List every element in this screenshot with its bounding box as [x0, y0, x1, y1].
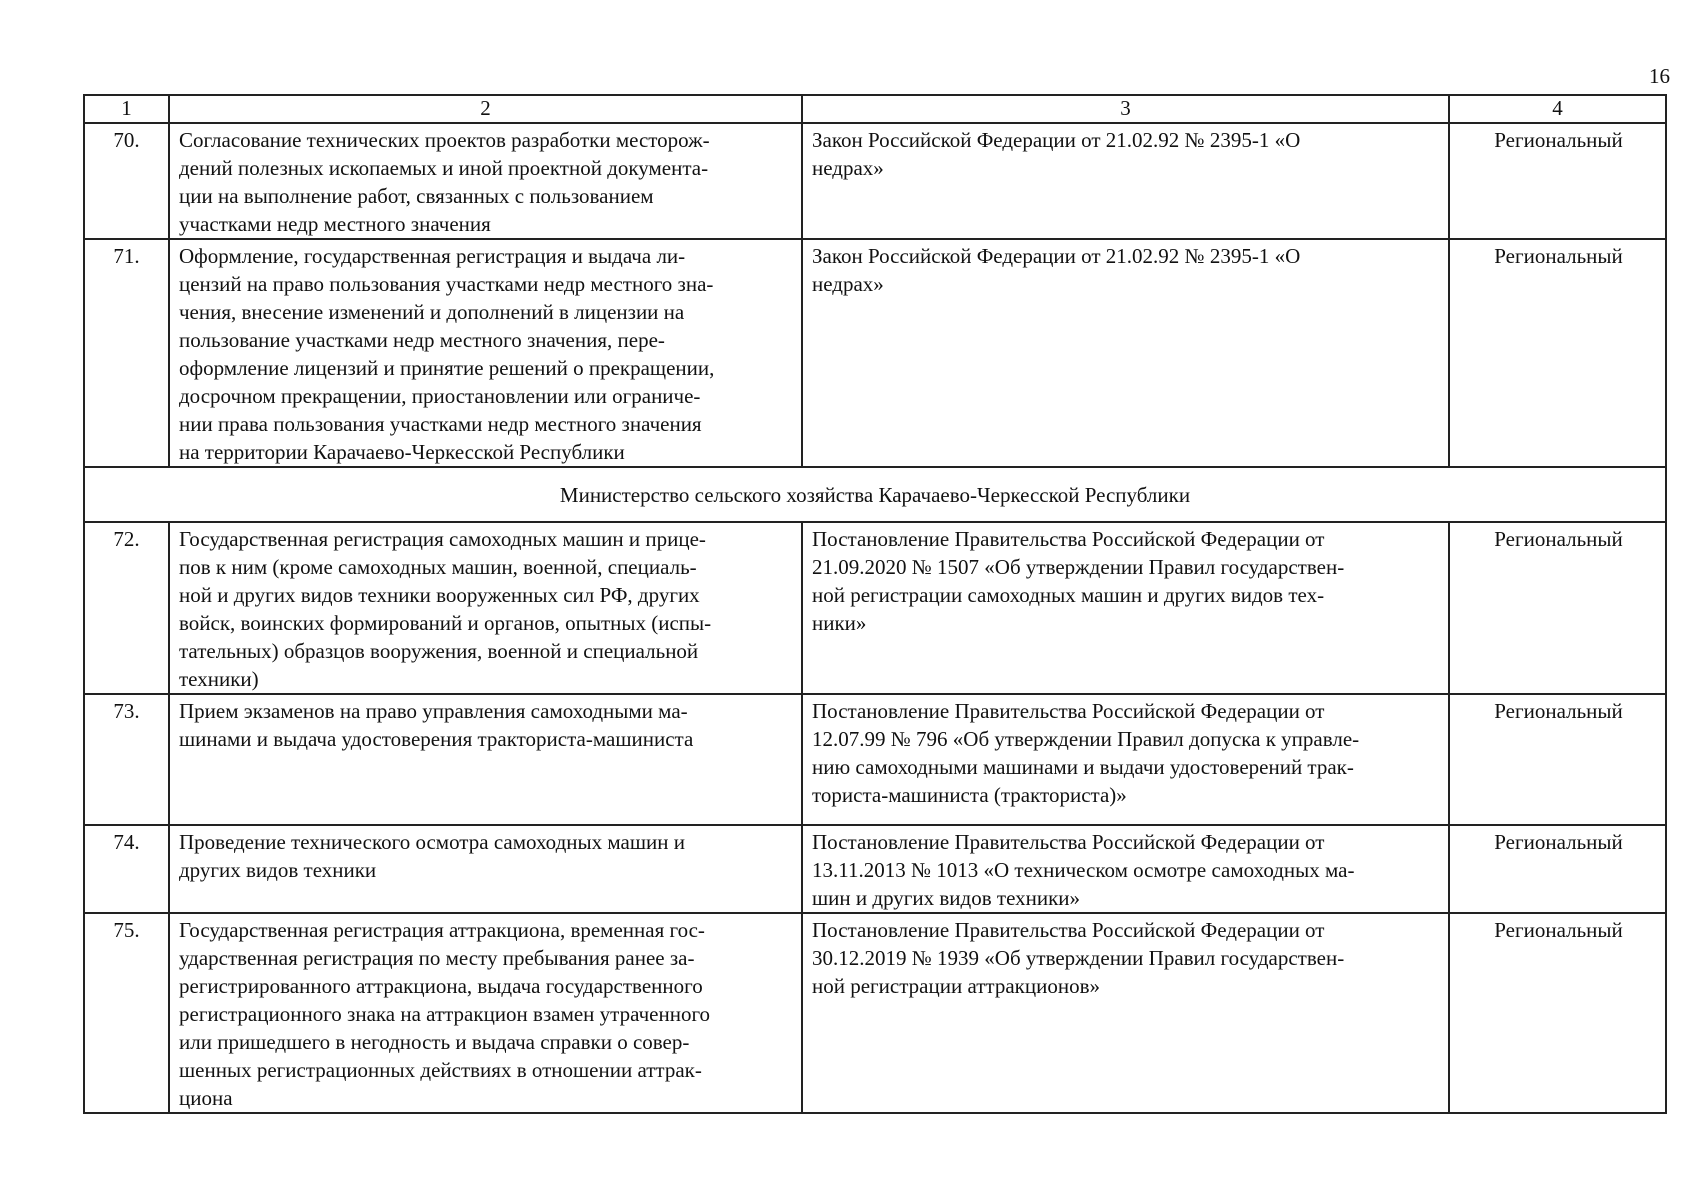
service-name-line: ударственная регистрация по месту пребывания ранее за- [179, 946, 695, 970]
service-level: Региональный [1449, 522, 1666, 694]
service-name-line: дений полезных ископаемых и иной проектной документа- [179, 156, 709, 180]
service-name-line: Государственная регистрация самоходных машин и прице- [179, 527, 706, 551]
service-name [169, 913, 802, 1113]
service-name-line: или пришедшего в негодность и выдача справки о совер- [179, 1030, 690, 1054]
service-name-line: чения, внесение изменений и дополнений в лицензии на [179, 300, 685, 324]
service-name-line: Оформление, государственная регистрация и выдача ли- [179, 244, 686, 268]
service-name-line: техники) [179, 667, 259, 691]
legal-basis [802, 239, 1449, 467]
table-row [84, 123, 1666, 239]
service-name [169, 123, 802, 239]
service-name-line: нии права пользования участками недр местного значения [179, 412, 702, 436]
legal-basis-line: нию самоходными машинами и выдачи удостоверений трак- [812, 755, 1354, 779]
legal-basis-line: Постановление Правительства Российской Федерации от [812, 527, 1325, 551]
legal-basis-line: Постановление Правительства Российской Федерации от [812, 830, 1325, 854]
table-row [84, 694, 1666, 825]
row-number: 72. [84, 522, 169, 694]
column-number-3: 3 [802, 95, 1449, 123]
row-number: 73. [84, 694, 169, 825]
service-name-line: ции на выполнение работ, связанных с пользованием [179, 184, 654, 208]
service-name-line: участками недр местного значения [179, 212, 491, 236]
service-name-line: оформление лицензий и принятие решений о прекращении, [179, 356, 715, 380]
table-row [84, 825, 1666, 913]
legal-basis-line: недрах» [812, 156, 884, 180]
service-name-line: других видов техники [179, 858, 377, 882]
legal-basis-line: 21.09.2020 № 1507 «Об утверждении Правил государствен- [812, 555, 1345, 579]
service-name-line: циона [179, 1086, 233, 1110]
service-name-line: Прием экзаменов на право управления самоходными ма- [179, 699, 688, 723]
legal-basis-line: ной регистрации аттракционов» [812, 974, 1100, 998]
service-name-line: цензий на право пользования участками недр местного зна- [179, 272, 714, 296]
service-name [169, 239, 802, 467]
legal-basis-line: 12.07.99 № 796 «Об утверждении Правил допуска к управле- [812, 727, 1360, 751]
legal-basis [802, 123, 1449, 239]
legal-basis [802, 825, 1449, 913]
legal-basis-line: Постановление Правительства Российской Федерации от [812, 918, 1325, 942]
service-level: Региональный [1449, 123, 1666, 239]
column-number-row [84, 95, 1666, 123]
legal-basis-line: шин и других видов техники» [812, 886, 1081, 910]
section-title: Министерство сельского хозяйства Карачаево-Черкесской Республики [84, 467, 1666, 522]
legal-basis [802, 913, 1449, 1113]
service-level: Региональный [1449, 694, 1666, 825]
service-name-line: регистрационного знака на аттракцион взамен утраченного [179, 1002, 711, 1026]
legal-basis-line: недрах» [812, 272, 884, 296]
row-number: 74. [84, 825, 169, 913]
service-name [169, 825, 802, 913]
legal-basis-line: Закон Российской Федерации от 21.02.92 № 2395-1 «О [812, 244, 1301, 268]
service-name-line: войск, воинских формирований и органов, опытных (испы- [179, 611, 712, 635]
legal-basis [802, 522, 1449, 694]
column-number-2: 2 [169, 95, 802, 123]
service-name [169, 694, 802, 825]
row-number: 75. [84, 913, 169, 1113]
table-row [84, 913, 1666, 1113]
legal-basis [802, 694, 1449, 825]
legal-basis-line: ториста-машиниста (тракториста)» [812, 783, 1127, 807]
service-name-line: шинами и выдача удостоверения тракториста-машиниста [179, 727, 694, 751]
row-number: 70. [84, 123, 169, 239]
service-name-line: пользование участками недр местного значения, пере- [179, 328, 665, 352]
legal-basis-line: Закон Российской Федерации от 21.02.92 № 2395-1 «О [812, 128, 1301, 152]
legal-basis-line: 13.11.2013 № 1013 «О техническом осмотре самоходных ма- [812, 858, 1355, 882]
service-level: Региональный [1449, 239, 1666, 467]
service-name [169, 522, 802, 694]
legal-basis-line: Постановление Правительства Российской Федерации от [812, 699, 1325, 723]
row-number: 71. [84, 239, 169, 467]
service-level: Региональный [1449, 913, 1666, 1113]
column-number-1: 1 [84, 95, 169, 123]
service-name-line: ной и других видов техники вооруженных сил РФ, других [179, 583, 700, 607]
table-row [84, 522, 1666, 694]
service-name-line: досрочном прекращении, приостановлении или ограниче- [179, 384, 701, 408]
legal-basis-line: 30.12.2019 № 1939 «Об утверждении Правил государствен- [812, 946, 1345, 970]
services-table [83, 94, 1667, 1114]
service-name-line: регистрированного аттракциона, выдача государственного [179, 974, 703, 998]
table-row [84, 239, 1666, 467]
service-name-line: Государственная регистрация аттракциона, временная гос- [179, 918, 705, 942]
service-name-line: тательных) образцов вооружения, военной и специальной [179, 639, 699, 663]
legal-basis-line: ники» [812, 611, 867, 635]
service-name-line: шенных регистрационных действиях в отношении аттрак- [179, 1058, 702, 1082]
legal-basis-line: ной регистрации самоходных машин и других видов тех- [812, 583, 1325, 607]
service-level: Региональный [1449, 825, 1666, 913]
section-row [84, 467, 1666, 522]
service-name-line: Проведение технического осмотра самоходных машин и [179, 830, 685, 854]
service-name-line: на территории Карачаево-Черкесской Республики [179, 440, 625, 464]
service-name-line: пов к ним (кроме самоходных машин, военной, специаль- [179, 555, 697, 579]
page-number: 16 [1649, 64, 1670, 88]
service-name-line: Согласование технических проектов разработки месторож- [179, 128, 710, 152]
column-number-4: 4 [1449, 95, 1666, 123]
